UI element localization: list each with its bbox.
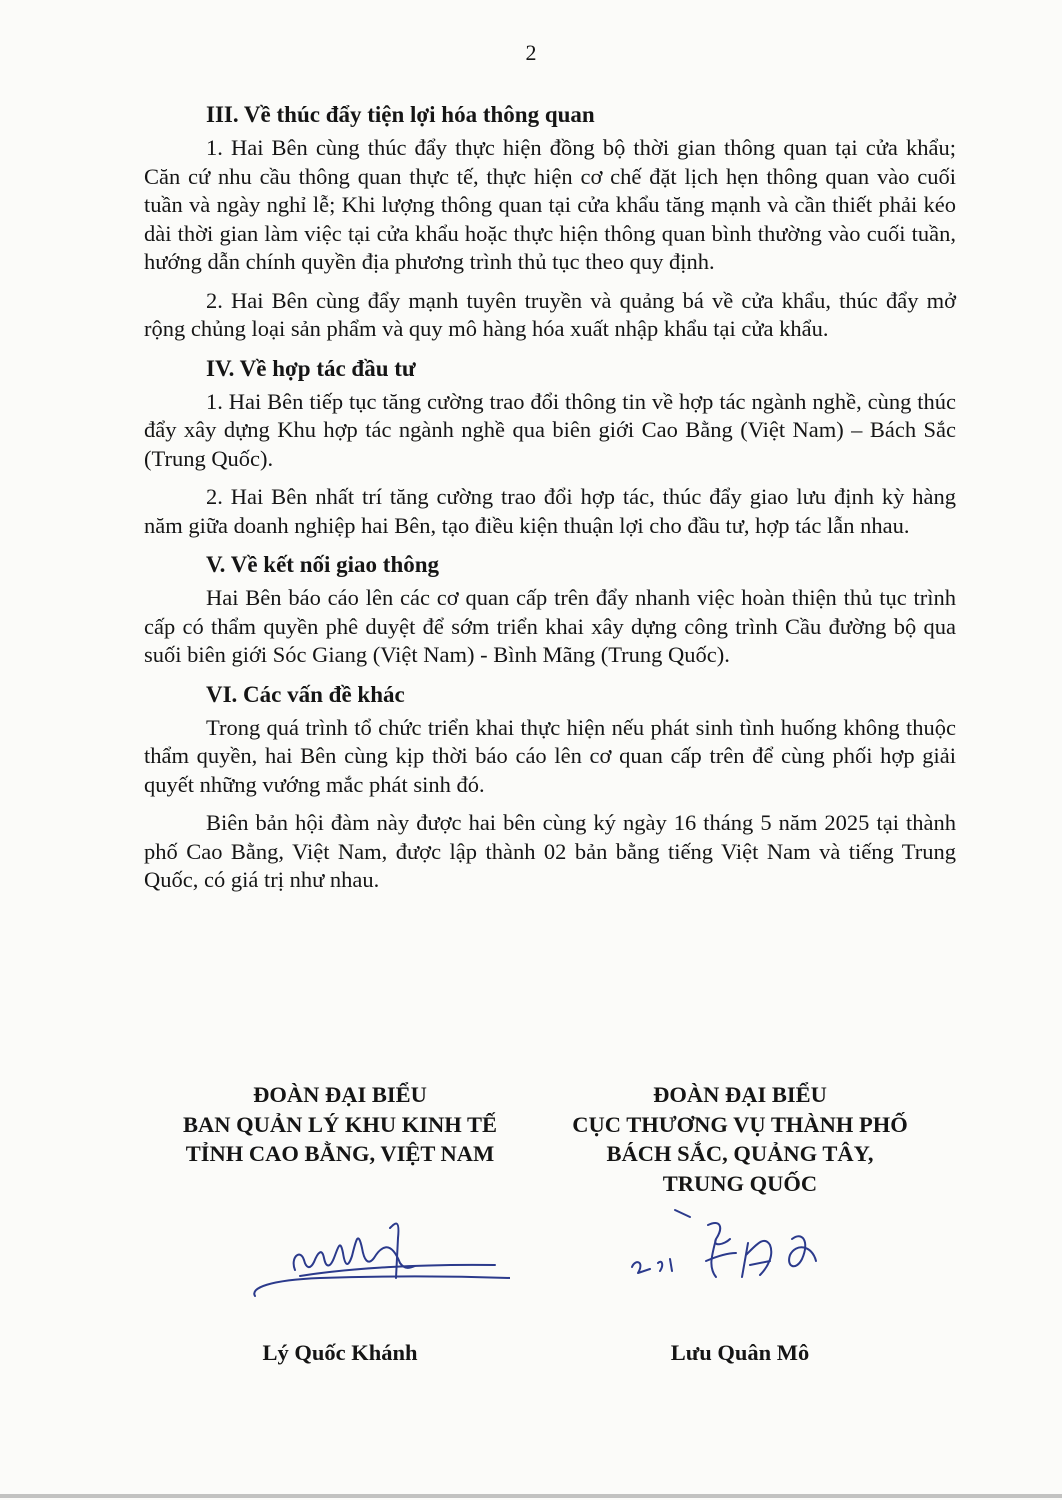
section-facilitation [144,100,956,344]
party-title-line: ĐOÀN ĐẠI BIỂU [653,1082,827,1107]
signer-name-left: Lý Quốc Khánh [262,1340,418,1365]
signature-left [240,1208,510,1303]
scan-edge-divider [0,1494,1062,1498]
section-heading: V. Về kết nối giao thông [206,552,440,577]
party-title-line: BÁCH SẮC, QUẢNG TÂY, [606,1141,874,1166]
paragraph: 1. Hai Bên tiếp tục tăng cường trao đổi thông tin về hợp tác ngành nghề, cùng thúc đẩy xây dựng Khu hợp tác ngành nghề qua biên giới Cao Bằng (Việt Nam) – Bách Sắc (Trung Quốc). [144,388,956,471]
party-title-line: TRUNG QUỐC [662,1170,818,1196]
party-title-line: BAN QUẢN LÝ KHU KINH TẾ [182,1111,497,1137]
party-right-title [540,1080,940,1198]
section-heading: III. Về thúc đẩy tiện lợi hóa thông quan [206,102,595,127]
paragraph: Trong quá trình tổ chức triển khai thực hiện nếu phát sinh tình huống không thuộc thẩm quyền, hai Bên cùng kịp thời báo cáo lên cơ quan cấp trên để cùng phối hợp giải quyết những vướng mắc phát sinh đó. [144,714,956,797]
paragraph: Biên bản hội đàm này được hai bên cùng ký ngày 16 tháng 5 năm 2025 tại thành phố Cao Bằng, Việt Nam, được lập thành 02 bản bằng tiếng Việt Nam và tiếng Trung Quốc, có giá trị như nhau. [144,810,956,892]
section-investment [144,354,956,541]
section-other [144,680,956,895]
signer-name-right: Lưu Quân Mô [670,1340,810,1365]
paragraph: 2. Hai Bên cùng đẩy mạnh tuyên truyền và quảng bá về cửa khẩu, thúc đẩy mở rộng chủng loại sản phẩm và quy mô hàng hóa xuất nhập khẩu tại cửa khẩu. [144,287,956,341]
section-heading: VI. Các vấn đề khác [206,681,405,707]
paragraph: Hai Bên báo cáo lên các cơ quan cấp trên đẩy nhanh việc hoàn thiện thủ tục trình cấp có thẩm quyền phê duyệt để sớm triển khai xây dựng công trình Cầu đường bộ qua suối biên giới Sóc Giang (Việt Nam) - Bình Mãng (Trung Quốc). [144,585,956,667]
signature-right [620,1205,830,1295]
section-heading: IV. Về hợp tác đầu tư [206,355,416,381]
section-transport [144,550,956,670]
party-title-line: ĐOÀN ĐẠI BIỂU [253,1082,427,1107]
party-title-line: TỈNH CAO BẰNG, VIỆT NAM [185,1141,495,1166]
party-title-line: CỤC THƯƠNG VỤ THÀNH PHỐ [572,1111,908,1137]
paragraph: 2. Hai Bên nhất trí tăng cường trao đổi hợp tác, thúc đẩy giao lưu định kỳ hàng năm giữa doanh nghiệp hai Bên, tạo điều kiện thuận lợi cho đầu tư, hợp tác lẫn nhau. [144,484,956,538]
party-left-title [140,1080,540,1169]
page-number: 2 [525,40,537,65]
document-body [144,100,956,905]
signature-block [0,1080,1062,1380]
paragraph: 1. Hai Bên cùng thúc đẩy thực hiện đồng bộ thời gian thông quan tại cửa khẩu; Căn cứ nhu cầu thông quan thực tế, thực hiện cơ chế đặt lịch hẹn thông quan vào cuối tuần và ngày nghỉ lễ; Khi lượng thông quan tại cửa khẩu tăng mạnh và cần thiết phải kéo dài thời gian làm việc tại cửa khẩu hoặc thực hiện thông quan bình thường vào cuối tuần, hướng dẫn chính quyền địa phương trình thủ tục theo quy định. [144,135,956,274]
